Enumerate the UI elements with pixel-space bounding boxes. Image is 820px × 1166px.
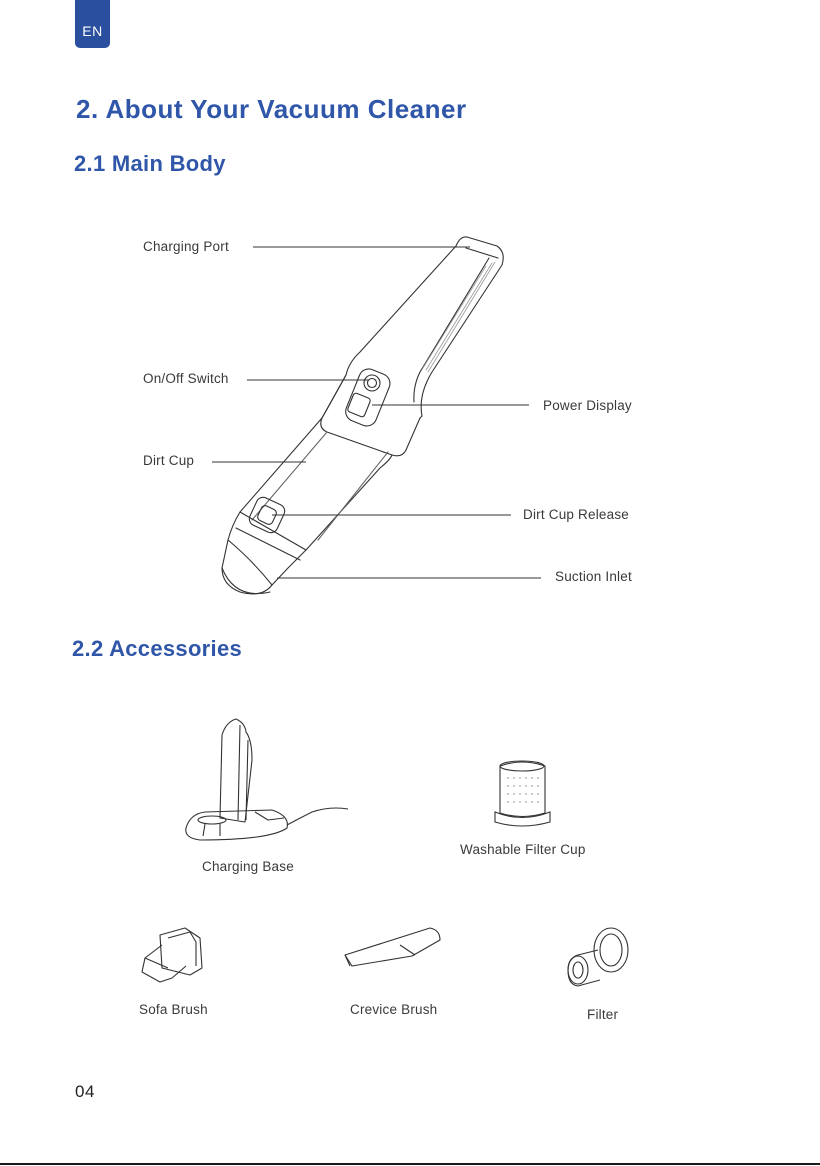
label-sofa-brush: Sofa Brush <box>139 1002 208 1017</box>
label-crevice-brush: Crevice Brush <box>350 1002 438 1017</box>
label-power-display: Power Display <box>543 398 632 413</box>
filter-cup-illustration <box>495 761 550 826</box>
label-charging-base: Charging Base <box>202 859 294 874</box>
accessories-title: 2.2 Accessories <box>72 636 243 661</box>
power-button <box>364 375 380 391</box>
crevice-brush-illustration <box>345 928 440 966</box>
dirt-cup-outline <box>222 418 392 594</box>
label-dirt-cup-release: Dirt Cup Release <box>523 507 629 522</box>
label-dirt-cup: Dirt Cup <box>143 453 195 468</box>
main-body-title: 2.1 Main Body <box>74 151 226 176</box>
label-suction-inlet: Suction Inlet <box>555 569 632 584</box>
section-title: 2. About Your Vacuum Cleaner <box>76 94 467 124</box>
label-filter: Filter <box>587 1007 619 1022</box>
label-charging-port: Charging Port <box>143 239 229 254</box>
label-on-off-switch: On/Off Switch <box>143 371 229 386</box>
bottom-rule <box>0 1163 820 1165</box>
filter-illustration <box>568 928 628 986</box>
label-washable-filter-cup: Washable Filter Cup <box>460 842 586 857</box>
handle-outline <box>420 237 503 418</box>
language-tab: EN <box>75 0 110 48</box>
sofa-brush-illustration <box>142 928 202 982</box>
page-number: 04 <box>75 1082 95 1101</box>
charging-base-illustration <box>186 719 348 840</box>
